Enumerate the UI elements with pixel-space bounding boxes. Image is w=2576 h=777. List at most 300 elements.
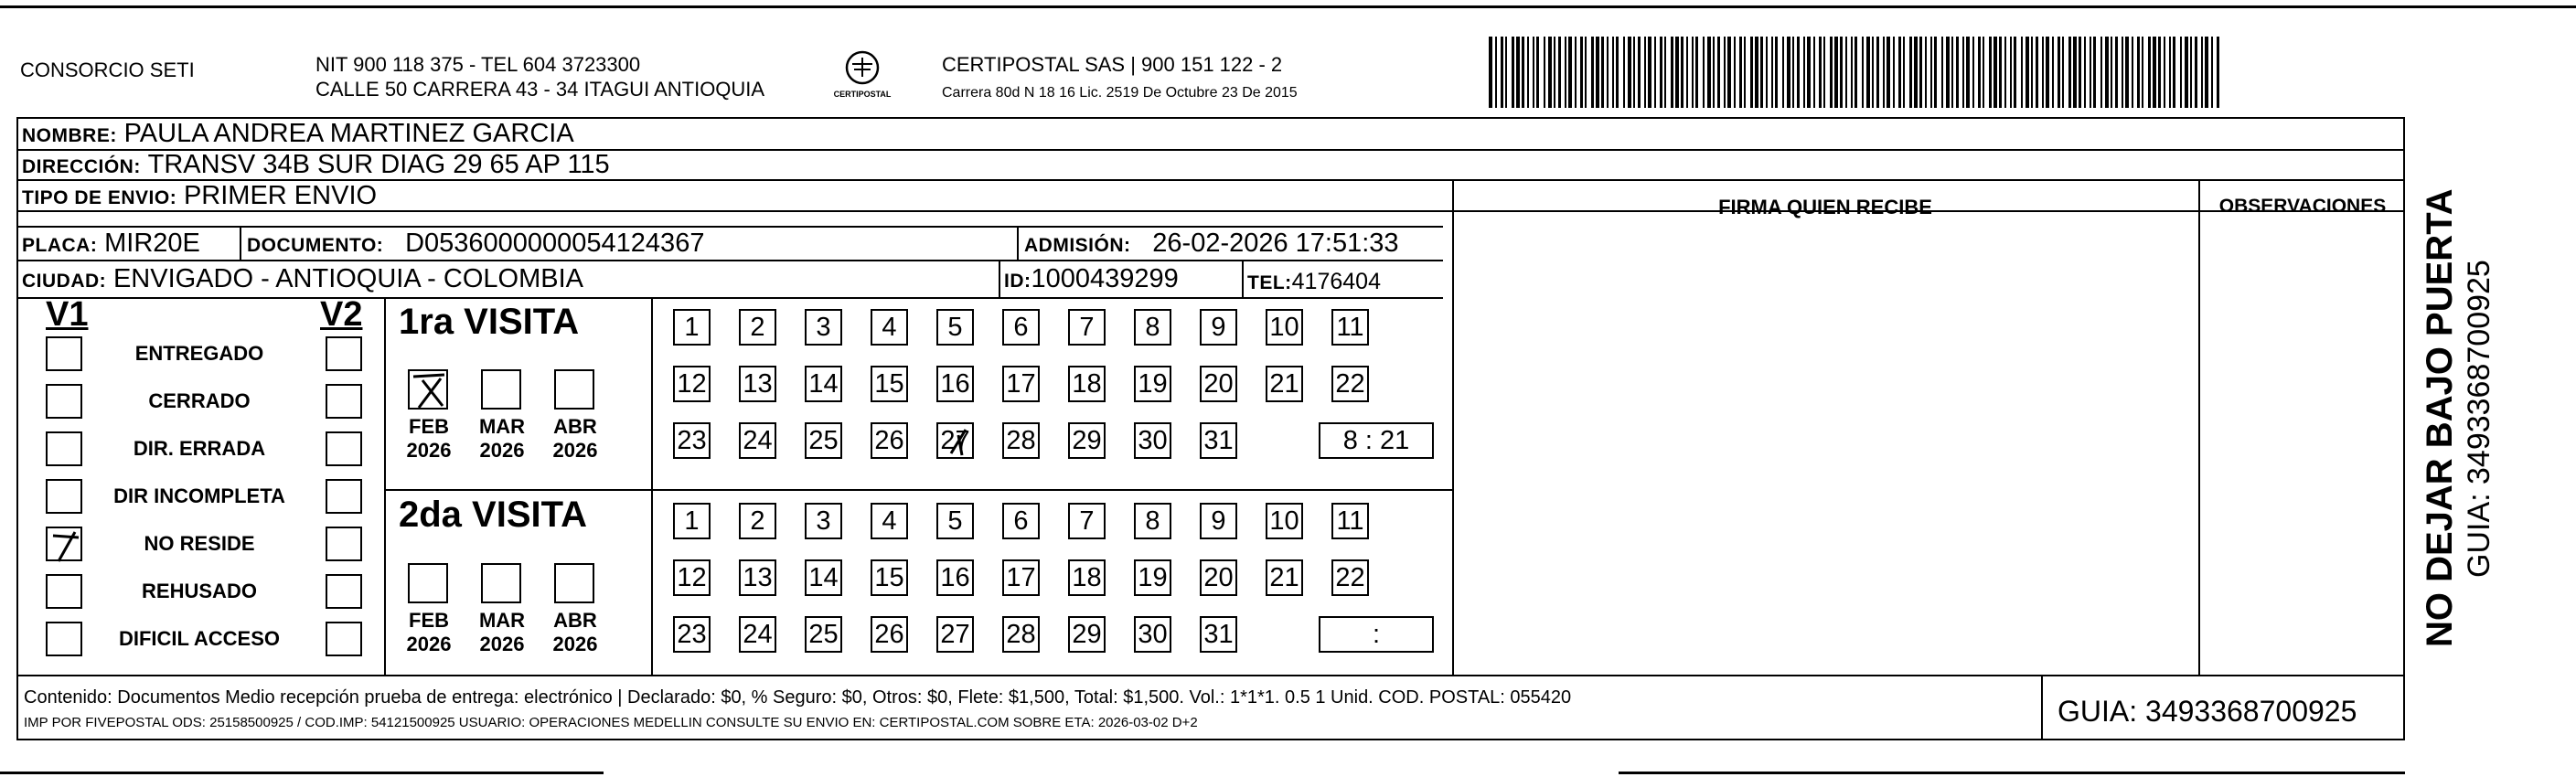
documento-cell bbox=[247, 228, 704, 261]
barcode-bar bbox=[1855, 37, 1857, 108]
barcode-bar bbox=[1591, 37, 1594, 108]
barcode-bar bbox=[1966, 37, 1970, 108]
admision-value: 26-02-2026 17:51:33 bbox=[1152, 229, 1399, 258]
barcode-bar bbox=[1914, 37, 1918, 108]
barcode-bar bbox=[2093, 37, 2096, 108]
barcode-bar bbox=[1813, 37, 1815, 108]
rule bbox=[651, 297, 653, 675]
visit2-day-5[interactable]: 5 bbox=[936, 503, 974, 539]
barcode-bar bbox=[1766, 37, 1768, 108]
visit2-day-11[interactable]: 11 bbox=[1331, 503, 1369, 539]
barcode-bar bbox=[1675, 37, 1679, 108]
footer-guia: GUIA: 3493368700925 bbox=[2058, 695, 2357, 728]
barcode-bar bbox=[1527, 37, 1529, 108]
documento-value: D0536000000054124367 bbox=[405, 229, 705, 258]
check-mark-icon bbox=[942, 426, 973, 457]
barcode-bar bbox=[1734, 37, 1736, 108]
barcode-bar bbox=[1941, 37, 1943, 108]
visit1-month-label bbox=[470, 415, 534, 463]
direccion-label: DIRECCIÓN: bbox=[22, 156, 141, 177]
visit2-day-14[interactable]: 14 bbox=[805, 559, 842, 596]
barcode-bar bbox=[1522, 37, 1524, 108]
barcode-bar bbox=[1568, 37, 1572, 108]
placa-cell bbox=[22, 228, 200, 261]
barcode-bar bbox=[1585, 37, 1587, 108]
visit2-day-31[interactable]: 31 bbox=[1200, 616, 1237, 653]
barcode-bar bbox=[2190, 37, 2192, 108]
barcode-bar bbox=[1866, 37, 1870, 108]
visit1-title: 1ra VISITA bbox=[399, 302, 580, 342]
visit1-month-box-abr[interactable] bbox=[554, 369, 594, 410]
visit2-day-30[interactable]: 30 bbox=[1134, 616, 1171, 653]
barcode-bar bbox=[1919, 37, 1922, 108]
visit2-day-4[interactable]: 4 bbox=[871, 503, 908, 539]
v2-checkbox-4[interactable] bbox=[326, 479, 362, 514]
status-label: CERRADO bbox=[148, 389, 251, 412]
month-name: ABR bbox=[553, 609, 597, 632]
status-label: ENTREGADO bbox=[134, 342, 264, 365]
barcode-bar bbox=[2122, 37, 2123, 108]
side-no-dejar: NO DEJAR BAJO PUERTA bbox=[2420, 188, 2460, 647]
visit2-day-21[interactable]: 21 bbox=[1266, 559, 1303, 596]
v1-checkbox-6[interactable] bbox=[46, 574, 82, 609]
barcode-bar bbox=[1845, 37, 1847, 108]
visit1-day-8[interactable]: 8 bbox=[1134, 309, 1171, 346]
barcode-bar bbox=[1713, 37, 1715, 108]
visit2-day-17[interactable]: 17 bbox=[1002, 559, 1040, 596]
visit1-day-7[interactable]: 7 bbox=[1068, 309, 1106, 346]
month-year: 2026 bbox=[479, 439, 525, 462]
barcode-bar bbox=[2026, 37, 2029, 108]
barcode-bar bbox=[1607, 37, 1609, 108]
ciudad-cell bbox=[22, 263, 583, 297]
visit1-month-box-mar[interactable] bbox=[481, 369, 521, 410]
barcode-bar bbox=[1505, 37, 1507, 108]
barcode-bar bbox=[2042, 37, 2044, 108]
visit2-month-box-mar[interactable] bbox=[481, 563, 521, 603]
footer-line-1: Contenido: Documentos Medio recepción prueba de entrega: electrónico | Declarado: $0, % Seguro: $0, Otros: $0, Flete: $1,500, Total: $1,500. Vol.: 1*1*1. 0.5 1 Unid. COD. POSTAL: 055420 bbox=[24, 687, 1572, 708]
rule bbox=[384, 297, 386, 675]
barcode-bar bbox=[1807, 37, 1811, 108]
visit2-day-9[interactable]: 9 bbox=[1200, 503, 1237, 539]
ciudad-value: ENVIGADO - ANTIOQUIA - COLOMBIA bbox=[112, 264, 583, 293]
barcode-bar bbox=[2046, 37, 2049, 108]
v1-checkbox-2[interactable] bbox=[46, 384, 82, 419]
visit2-month-label bbox=[470, 609, 534, 656]
v2-checkbox-6[interactable] bbox=[326, 574, 362, 609]
visit1-day-25[interactable]: 25 bbox=[805, 422, 842, 459]
nombre-row bbox=[22, 118, 574, 152]
barcode-bar bbox=[1580, 37, 1583, 108]
barcode-bar bbox=[1501, 37, 1503, 108]
barcode-bar bbox=[1792, 37, 1794, 108]
barcode-bar bbox=[2014, 37, 2016, 108]
barcode-bar bbox=[1999, 37, 2002, 108]
visit2-day-22[interactable]: 22 bbox=[1331, 559, 1369, 596]
top-rule bbox=[0, 5, 2576, 8]
barcode-bar bbox=[1934, 37, 1937, 108]
placa-label: PLACA: bbox=[22, 235, 98, 256]
barcode-bar bbox=[2115, 37, 2118, 108]
barcode-bar bbox=[2031, 37, 2033, 108]
nombre-label: NOMBRE: bbox=[22, 125, 117, 146]
barcode-bar bbox=[1575, 37, 1577, 108]
visit1-month-label bbox=[397, 415, 461, 463]
barcode-bar bbox=[2010, 37, 2012, 108]
visit2-day-25[interactable]: 25 bbox=[805, 616, 842, 653]
v1-checkbox-5[interactable] bbox=[46, 527, 82, 561]
visit1-day-5[interactable]: 5 bbox=[936, 309, 974, 346]
barcode-bar bbox=[2111, 37, 2112, 108]
visit2-title: 2da VISITA bbox=[399, 495, 587, 535]
visit2-month-box-feb[interactable] bbox=[408, 563, 448, 603]
barcode-bar bbox=[1951, 37, 1953, 108]
barcode-bar bbox=[1686, 37, 1688, 108]
barcode-bar bbox=[1544, 37, 1545, 108]
visit1-month-box-feb[interactable] bbox=[408, 369, 448, 410]
visit2-day-19[interactable]: 19 bbox=[1134, 559, 1171, 596]
barcode-bar bbox=[1930, 37, 1932, 108]
address-line: CALLE 50 CARRERA 43 - 34 ITAGUI ANTIOQUIA bbox=[315, 78, 765, 101]
visit2-day-3[interactable]: 3 bbox=[805, 503, 842, 539]
barcode-bar bbox=[2153, 37, 2156, 108]
barcode-bar bbox=[1489, 37, 1492, 108]
barcode-bar bbox=[1883, 37, 1885, 108]
v2-checkbox-7[interactable] bbox=[326, 622, 362, 656]
barcode-bar bbox=[1596, 37, 1599, 108]
v2-checkbox-1[interactable] bbox=[326, 336, 362, 371]
barcode-bar bbox=[1727, 37, 1731, 108]
v1-checkbox-7[interactable] bbox=[46, 622, 82, 656]
barcode-bar bbox=[1962, 37, 1964, 108]
nit-line: NIT 900 118 375 - TEL 604 3723300 bbox=[315, 53, 641, 76]
footer-line-2: IMP POR FIVEPOSTAL ODS: 25158500925 / COD.IMP: 54121500925 USUARIO: OPERACIONES MEDELLIN CONSULTE SU ENVIO EN: CERTIPOSTAL.COM SOBRE ETA: 2026-03-02 D+2 bbox=[24, 715, 1198, 730]
barcode-bar bbox=[2185, 37, 2188, 108]
visit1-day-2[interactable]: 2 bbox=[739, 309, 776, 346]
visit2-month-label bbox=[543, 609, 607, 656]
svg-text:CERTIPOSTAL: CERTIPOSTAL bbox=[833, 90, 892, 99]
barcode-bar bbox=[1760, 37, 1763, 108]
visit1-day-6[interactable]: 6 bbox=[1002, 309, 1040, 346]
barcode-bar bbox=[1739, 37, 1742, 108]
visit1-day-15[interactable]: 15 bbox=[871, 366, 908, 402]
barcode-bar bbox=[1797, 37, 1800, 108]
visit2-day-29[interactable]: 29 bbox=[1068, 616, 1106, 653]
visit1-day-1[interactable]: 1 bbox=[673, 309, 711, 346]
documento-label: DOCUMENTO: bbox=[247, 235, 384, 256]
firma-header: FIRMA QUIEN RECIBE bbox=[1718, 196, 1932, 218]
visit2-day-15[interactable]: 15 bbox=[871, 559, 908, 596]
month-year: 2026 bbox=[406, 633, 452, 655]
rule bbox=[999, 261, 1000, 297]
visit2-day-20[interactable]: 20 bbox=[1200, 559, 1237, 596]
barcode-bar bbox=[1834, 37, 1838, 108]
month-name: ABR bbox=[553, 415, 597, 438]
id-value: 1000439299 bbox=[1031, 264, 1179, 293]
visit1-day-24[interactable]: 24 bbox=[739, 422, 776, 459]
barcode-bar bbox=[1887, 37, 1890, 108]
visit2-time-box[interactable]: : bbox=[1319, 616, 1434, 653]
barcode-bar bbox=[1893, 37, 1895, 108]
visit1-day-3[interactable]: 3 bbox=[805, 309, 842, 346]
status-label: DIFICIL ACCESO bbox=[118, 627, 280, 650]
visit1-day-26[interactable]: 26 bbox=[871, 422, 908, 459]
barcode-bar bbox=[1983, 37, 1984, 108]
tipo-label: TIPO DE ENVIO: bbox=[22, 187, 177, 208]
visit2-day-13[interactable]: 13 bbox=[739, 559, 776, 596]
side-guia: GUIA: 3493368700925 bbox=[2462, 260, 2496, 578]
rule bbox=[2198, 179, 2200, 675]
direccion-value: TRANSV 34B SUR DIAG 29 65 AP 115 bbox=[147, 150, 610, 179]
rule bbox=[16, 297, 1443, 299]
barcode-bar bbox=[1648, 37, 1651, 108]
bottom-rule bbox=[1619, 772, 2405, 774]
month-year: 2026 bbox=[552, 633, 598, 655]
barcode-bar bbox=[2148, 37, 2151, 108]
barcode-bar bbox=[2090, 37, 2091, 108]
visit1-day-13[interactable]: 13 bbox=[739, 366, 776, 402]
v2-checkbox-3[interactable] bbox=[326, 431, 362, 466]
barcode-bar bbox=[1512, 37, 1514, 108]
barcode-bar bbox=[1823, 37, 1825, 108]
visit1-day-19[interactable]: 19 bbox=[1134, 366, 1171, 402]
barcode-bar bbox=[1876, 37, 1879, 108]
month-name: MAR bbox=[478, 609, 526, 632]
barcode-bar bbox=[1993, 37, 1997, 108]
visit1-day-23[interactable]: 23 bbox=[673, 422, 711, 459]
visit2-day-27[interactable]: 27 bbox=[936, 616, 974, 653]
visit1-day-20[interactable]: 20 bbox=[1200, 366, 1237, 402]
visit1-day-11[interactable]: 11 bbox=[1331, 309, 1369, 346]
barcode-bar bbox=[2058, 37, 2060, 108]
visit1-time-box[interactable]: 8 : 21 bbox=[1319, 422, 1434, 459]
barcode-bar bbox=[2004, 37, 2006, 108]
barcode-bar bbox=[1601, 37, 1604, 108]
barcode-bar bbox=[1909, 37, 1912, 108]
rule bbox=[2041, 676, 2043, 740]
admision-cell bbox=[1024, 228, 1399, 261]
barcode-bar bbox=[1946, 37, 1950, 108]
visit1-day-27[interactable] bbox=[936, 422, 974, 459]
tipo-row bbox=[22, 180, 377, 214]
barcode-bar bbox=[1633, 37, 1635, 108]
tel-label: TEL: bbox=[1247, 272, 1292, 293]
certi-line-1: CERTIPOSTAL SAS | 900 151 122 - 2 bbox=[942, 53, 1283, 76]
visit2-month-box-abr[interactable] bbox=[554, 563, 594, 603]
barcode-bar bbox=[1851, 37, 1853, 108]
barcode-bar bbox=[2180, 37, 2182, 108]
barcode-bar bbox=[1612, 37, 1614, 108]
rule bbox=[16, 675, 2405, 676]
visit2-day-16[interactable]: 16 bbox=[936, 559, 974, 596]
month-year: 2026 bbox=[406, 439, 452, 462]
admision-label: ADMISIÓN: bbox=[1024, 235, 1131, 256]
tel-value: 4176404 bbox=[1291, 269, 1381, 294]
v1-checkbox-4[interactable] bbox=[46, 479, 82, 514]
barcode-bar bbox=[1872, 37, 1874, 108]
visit2-day-23[interactable]: 23 bbox=[673, 616, 711, 653]
direccion-row bbox=[22, 149, 610, 183]
rule bbox=[1017, 226, 1019, 260]
day-number: 27 bbox=[940, 426, 970, 455]
status-label: DIR. ERRADA bbox=[133, 437, 266, 460]
barcode-bar bbox=[1803, 37, 1805, 108]
visit2-day-12[interactable]: 12 bbox=[673, 559, 711, 596]
ciudad-label: CIUDAD: bbox=[22, 271, 107, 292]
rule bbox=[1242, 261, 1244, 297]
barcode-bar bbox=[1956, 37, 1959, 108]
barcode-bar bbox=[1628, 37, 1631, 108]
placa-value: MIR20E bbox=[104, 229, 200, 258]
barcode-bar bbox=[2137, 37, 2140, 108]
barcode-bar bbox=[1972, 37, 1974, 108]
barcode bbox=[1489, 37, 2224, 108]
visit1-month-label bbox=[543, 415, 607, 463]
v2-label: V2 bbox=[320, 295, 363, 334]
barcode-bar bbox=[2021, 37, 2023, 108]
visit2-day-24[interactable]: 24 bbox=[739, 616, 776, 653]
id-label: ID: bbox=[1004, 271, 1031, 292]
visit1-day-16[interactable]: 16 bbox=[936, 366, 974, 402]
barcode-bar bbox=[1644, 37, 1646, 108]
barcode-bar bbox=[1495, 37, 1497, 108]
visit2-day-2[interactable]: 2 bbox=[739, 503, 776, 539]
barcode-bar bbox=[1623, 37, 1625, 108]
barcode-bar bbox=[2079, 37, 2081, 108]
visit1-day-17[interactable]: 17 bbox=[1002, 366, 1040, 402]
barcode-bar bbox=[1862, 37, 1864, 108]
barcode-bar bbox=[2211, 37, 2213, 108]
barcode-bar bbox=[2052, 37, 2054, 108]
barcode-bar bbox=[1660, 37, 1662, 108]
barcode-bar bbox=[1830, 37, 1833, 108]
barcode-bar bbox=[1771, 37, 1773, 108]
check-mark-icon bbox=[410, 371, 450, 411]
check-mark-icon bbox=[48, 528, 84, 563]
barcode-bar bbox=[2105, 37, 2109, 108]
barcode-bar bbox=[1775, 37, 1778, 108]
barcode-bar bbox=[2125, 37, 2129, 108]
visit2-day-28[interactable]: 28 bbox=[1002, 616, 1040, 653]
visit1-day-9[interactable]: 9 bbox=[1200, 309, 1237, 346]
visit1-day-21[interactable]: 21 bbox=[1266, 366, 1303, 402]
barcode-bar bbox=[1782, 37, 1784, 108]
barcode-bar bbox=[1978, 37, 1981, 108]
barcode-bar bbox=[2164, 37, 2165, 108]
month-name: FEB bbox=[409, 415, 449, 438]
barcode-bar bbox=[1903, 37, 1905, 108]
barcode-bar bbox=[1819, 37, 1822, 108]
v1-checkbox-1[interactable] bbox=[46, 336, 82, 371]
barcode-bar bbox=[1565, 37, 1566, 108]
visit2-day-8[interactable]: 8 bbox=[1134, 503, 1171, 539]
barcode-bar bbox=[2205, 37, 2208, 108]
month-name: FEB bbox=[409, 609, 449, 632]
barcode-bar bbox=[1755, 37, 1758, 108]
barcode-bar bbox=[1638, 37, 1641, 108]
barcode-bar bbox=[1925, 37, 1927, 108]
visit1-day-10[interactable]: 10 bbox=[1266, 309, 1303, 346]
barcode-bar bbox=[2084, 37, 2086, 108]
visit2-day-18[interactable]: 18 bbox=[1068, 559, 1106, 596]
barcode-bar bbox=[1558, 37, 1561, 108]
certipostal-logo bbox=[827, 49, 898, 104]
barcode-bar bbox=[1989, 37, 1992, 108]
visit1-day-28[interactable]: 28 bbox=[1002, 422, 1040, 459]
month-year: 2026 bbox=[479, 633, 525, 655]
visit1-day-12[interactable]: 12 bbox=[673, 366, 711, 402]
barcode-bar bbox=[1671, 37, 1673, 108]
visit1-day-29[interactable]: 29 bbox=[1068, 422, 1106, 459]
visit2-day-1[interactable]: 1 bbox=[673, 503, 711, 539]
barcode-bar bbox=[1664, 37, 1666, 108]
v2-checkbox-5[interactable] bbox=[326, 527, 362, 561]
barcode-bar bbox=[1840, 37, 1843, 108]
visit2-day-7[interactable]: 7 bbox=[1068, 503, 1106, 539]
barcode-bar bbox=[1898, 37, 1901, 108]
visit1-day-30[interactable]: 30 bbox=[1134, 422, 1171, 459]
id-cell bbox=[1004, 263, 1179, 297]
barcode-bar bbox=[1654, 37, 1656, 108]
barcode-bar bbox=[2062, 37, 2064, 108]
visit2-day-6[interactable]: 6 bbox=[1002, 503, 1040, 539]
barcode-bar bbox=[1692, 37, 1694, 108]
barcode-bar bbox=[1703, 37, 1705, 108]
v1-label: V1 bbox=[46, 295, 89, 334]
visit1-day-4[interactable]: 4 bbox=[871, 309, 908, 346]
bottom-rule bbox=[0, 772, 604, 774]
barcode-bar bbox=[1616, 37, 1619, 108]
status-label: REHUSADO bbox=[142, 580, 257, 602]
barcode-bar bbox=[1681, 37, 1683, 108]
barcode-bar bbox=[1516, 37, 1520, 108]
barcode-bar bbox=[1536, 37, 1539, 108]
barcode-bar bbox=[2100, 37, 2102, 108]
rule bbox=[384, 489, 1454, 491]
tipo-value: PRIMER ENVIO bbox=[183, 181, 378, 210]
v1-checkbox-3[interactable] bbox=[46, 431, 82, 466]
barcode-bar bbox=[1695, 37, 1698, 108]
barcode-bar bbox=[1744, 37, 1746, 108]
visit2-day-10[interactable]: 10 bbox=[1266, 503, 1303, 539]
barcode-bar bbox=[2036, 37, 2038, 108]
barcode-bar bbox=[1533, 37, 1534, 108]
rule bbox=[1452, 179, 1454, 675]
visit1-day-22[interactable]: 22 bbox=[1331, 366, 1369, 402]
barcode-bar bbox=[1554, 37, 1555, 108]
barcode-bar bbox=[2068, 37, 2071, 108]
barcode-bar bbox=[1724, 37, 1726, 108]
observaciones-header: OBSERVACIONES bbox=[2218, 196, 2387, 217]
visit1-day-18[interactable]: 18 bbox=[1068, 366, 1106, 402]
visit1-day-14[interactable]: 14 bbox=[805, 366, 842, 402]
barcode-bar bbox=[2173, 37, 2175, 108]
v2-checkbox-2[interactable] bbox=[326, 384, 362, 419]
visit1-day-31[interactable]: 31 bbox=[1200, 422, 1237, 459]
visit2-day-26[interactable]: 26 bbox=[871, 616, 908, 653]
month-name: MAR bbox=[478, 415, 526, 438]
barcode-bar bbox=[1787, 37, 1790, 108]
certi-line-2: Carrera 80d N 18 16 Lic. 2519 De Octubre 23 De 2015 bbox=[942, 85, 1298, 101]
barcode-bar bbox=[2195, 37, 2197, 108]
barcode-bar bbox=[2201, 37, 2203, 108]
status-label: NO RESIDE bbox=[144, 532, 255, 555]
barcode-bar bbox=[2132, 37, 2133, 108]
visit2-month-label bbox=[397, 609, 461, 656]
barcode-bar bbox=[2158, 37, 2161, 108]
month-year: 2026 bbox=[552, 439, 598, 462]
barcode-bar bbox=[2169, 37, 2171, 108]
